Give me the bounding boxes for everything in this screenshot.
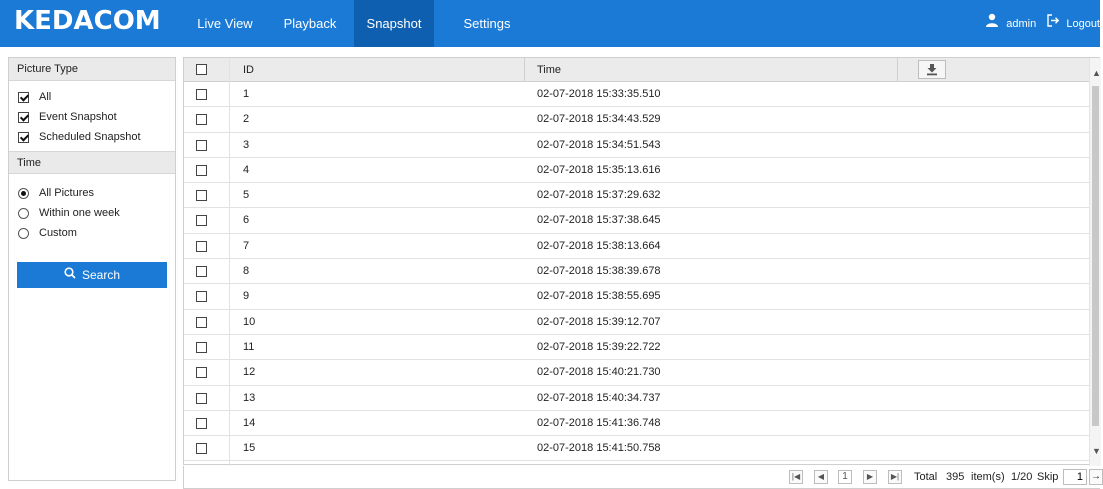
kedacom-logo: KEDACOM (14, 6, 161, 36)
row-id: 11 (243, 340, 255, 353)
row-id: 3 (243, 138, 250, 151)
row-time: 02-07-2018 15:38:55.695 (537, 290, 661, 303)
checkbox-scheduled-snapshot-label: Scheduled Snapshot (39, 131, 141, 143)
row-time: 02-07-2018 15:33:35.510 (537, 88, 661, 100)
total-count: 395 (946, 471, 965, 483)
download-icon (926, 63, 938, 76)
row-checkbox[interactable] (196, 443, 207, 454)
checkbox-scheduled-snapshot[interactable] (9, 127, 175, 147)
radio-custom[interactable] (9, 223, 175, 243)
row-id: 1 (243, 88, 250, 100)
skip-page-input[interactable] (1063, 469, 1087, 485)
row-id: 5 (243, 189, 250, 202)
radio-all-pictures-label: All Pictures (39, 187, 95, 199)
table-row[interactable] (184, 386, 1089, 411)
picture-type-heading: Picture Type (9, 58, 175, 81)
row-id: 15 (243, 442, 256, 455)
column-header-id: ID (243, 64, 254, 76)
column-divider (524, 58, 525, 82)
tab-settings[interactable]: Settings (463, 16, 511, 31)
checkbox-event-snapshot-label: Event Snapshot (39, 111, 117, 123)
column-divider (897, 58, 898, 82)
tab-live-view[interactable]: Live View (197, 16, 253, 31)
table-row[interactable] (184, 360, 1089, 385)
logout-link[interactable]: Logout (1066, 18, 1100, 30)
download-button[interactable] (918, 60, 946, 79)
radio-all-pictures[interactable] (9, 183, 175, 203)
row-checkbox[interactable] (196, 393, 207, 404)
row-id: 4 (243, 163, 250, 176)
row-checkbox[interactable] (196, 291, 207, 302)
row-time: 02-07-2018 15:38:39.678 (537, 265, 661, 278)
table-body (184, 82, 1089, 461)
time-heading: Time (9, 151, 175, 174)
table-row[interactable] (184, 335, 1089, 360)
row-time: 02-07-2018 15:39:12.707 (537, 315, 661, 328)
table-row[interactable] (184, 82, 1089, 107)
filter-sidebar (8, 57, 176, 481)
scroll-up-icon[interactable]: ▲ (1092, 68, 1101, 78)
row-time: 02-07-2018 15:37:38.645 (537, 214, 661, 227)
row-checkbox[interactable] (196, 342, 207, 353)
row-checkbox[interactable] (196, 165, 207, 176)
row-time: 02-07-2018 15:40:34.737 (537, 391, 661, 404)
row-checkbox[interactable] (196, 190, 207, 201)
table-row[interactable] (184, 436, 1089, 461)
checkbox-all-box[interactable] (18, 92, 29, 103)
table-row[interactable] (184, 411, 1089, 436)
row-checkbox[interactable] (196, 241, 207, 252)
logout-icon[interactable] (1047, 0, 1060, 48)
table-row[interactable] (184, 107, 1089, 132)
checkbox-event-snapshot-box[interactable] (18, 112, 29, 123)
select-all-checkbox[interactable] (196, 64, 207, 75)
checkbox-all[interactable] (9, 87, 175, 107)
top-nav-bar (0, 0, 1100, 47)
radio-custom-label: Custom (39, 227, 77, 239)
row-checkbox[interactable] (196, 266, 207, 277)
table-row[interactable] (184, 133, 1089, 158)
total-label: Total (914, 471, 938, 483)
row-time: 02-07-2018 15:37:29.632 (537, 189, 661, 202)
table-header (184, 58, 1101, 82)
checkbox-all-label: All (39, 91, 52, 103)
last-page-icon[interactable]: ▶| (888, 470, 902, 484)
search-icon (64, 262, 76, 288)
skip-label: Skip (1037, 471, 1059, 483)
snapshot-table (183, 57, 1100, 465)
row-id: 12 (243, 366, 256, 379)
table-row[interactable] (184, 208, 1089, 233)
scrollbar-thumb[interactable] (1092, 86, 1099, 426)
next-page-icon[interactable]: ▶ (863, 470, 877, 484)
row-checkbox[interactable] (196, 367, 207, 378)
page-indicator: 1/20 (1011, 471, 1033, 483)
go-arrow-icon[interactable]: → (1089, 469, 1103, 485)
table-row[interactable] (184, 234, 1089, 259)
row-id: 13 (243, 391, 256, 404)
row-id: 7 (243, 239, 250, 252)
table-row[interactable] (184, 259, 1089, 284)
row-time: 02-07-2018 15:39:22.722 (537, 340, 661, 353)
row-time: 02-07-2018 15:40:21.730 (537, 366, 661, 379)
row-checkbox[interactable] (196, 418, 207, 429)
row-time: 02-07-2018 15:41:50.758 (537, 442, 661, 455)
radio-all-pictures-dot[interactable] (18, 188, 29, 199)
tab-snapshot[interactable]: Snapshot (354, 0, 434, 47)
first-page-icon[interactable]: |◀ (789, 470, 803, 484)
row-checkbox[interactable] (196, 114, 207, 125)
row-time: 02-07-2018 15:38:13.664 (537, 239, 661, 252)
tab-playback[interactable]: Playback (283, 16, 337, 31)
items-label: item(s) (971, 471, 1005, 483)
row-id: 14 (243, 416, 256, 429)
row-checkbox[interactable] (196, 215, 207, 226)
radio-within-one-week[interactable] (9, 203, 175, 223)
table-row[interactable] (184, 183, 1089, 208)
row-checkbox[interactable] (196, 89, 207, 100)
row-id: 10 (243, 315, 256, 328)
checkbox-scheduled-snapshot-box[interactable] (18, 132, 29, 143)
table-row[interactable] (184, 284, 1089, 309)
row-id: 8 (243, 265, 250, 278)
user-icon (985, 0, 999, 48)
table-row[interactable] (184, 158, 1089, 183)
search-button-label: Search (81, 268, 121, 282)
vertical-scrollbar[interactable] (1089, 58, 1101, 466)
radio-custom-dot[interactable] (18, 228, 29, 239)
row-id: 6 (243, 214, 250, 227)
current-page-number: 1 (838, 470, 852, 484)
row-id: 9 (243, 290, 250, 303)
row-time: 02-07-2018 15:35:13.616 (537, 163, 661, 176)
row-time: 02-07-2018 15:34:43.529 (537, 113, 661, 126)
search-button[interactable] (17, 262, 167, 288)
column-header-time: Time (537, 64, 562, 76)
row-checkbox[interactable] (196, 317, 207, 328)
radio-within-one-week-label: Within one week (39, 207, 120, 219)
prev-page-icon[interactable]: ◀ (814, 470, 828, 484)
table-row[interactable] (184, 310, 1089, 335)
row-time: 02-07-2018 15:34:51.543 (537, 138, 661, 151)
scroll-down-icon[interactable]: ▼ (1092, 446, 1101, 456)
username: admin (1006, 18, 1037, 30)
radio-within-one-week-dot[interactable] (18, 208, 29, 219)
user-area (985, 0, 1100, 47)
pagination-bar (183, 466, 1100, 489)
row-time: 02-07-2018 15:41:36.748 (537, 416, 661, 429)
checkbox-event-snapshot[interactable] (9, 107, 175, 127)
row-checkbox[interactable] (196, 140, 207, 151)
row-id: 2 (243, 113, 250, 126)
